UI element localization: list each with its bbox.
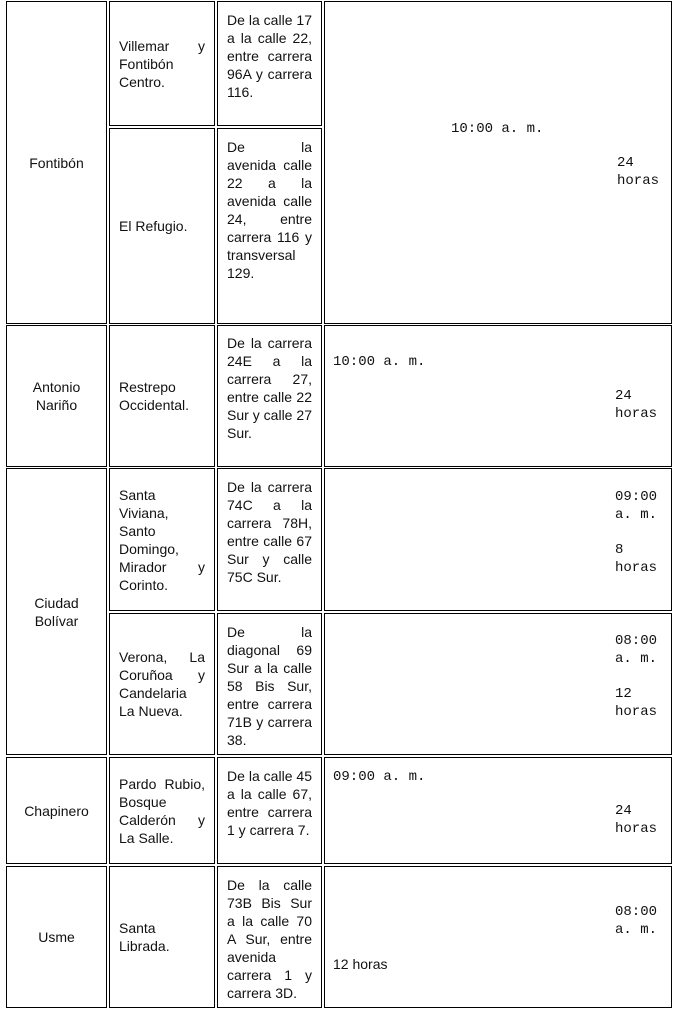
barrio-label: Verona, La Coruñoa y Candelaria La Nueva. [119,649,205,719]
barrio-label: Pardo Rubio, Bosque Calderón y La Salle. [119,775,205,846]
barrio-cell [109,1,215,126]
horario-cell [324,325,672,467]
localidad-label: Usme [38,929,75,945]
barrio-label: Restrepo Occidental. [119,379,190,413]
horario-cell [324,866,672,1008]
tramo-label: De la diagonal 69 Sur a la calle 58 Bis Sur, entre carrera 71B y carrera 38. [227,624,312,748]
tramo-cell [217,866,322,1008]
tramo-cell [217,468,322,611]
tramo-cell [217,128,322,324]
localidad-cell [6,1,107,324]
barrio-label: Santa Librada. [119,920,170,954]
duracion: 24 horas [615,803,658,837]
localidad-cell [6,866,107,1008]
tramo-label: De la avenida calle 22 a la avenida calle 24, entre carrera 116 y transversal 129. [227,139,312,281]
duracion: 24 horas [617,155,660,189]
localidad-label: Antonio Nariño [32,379,81,413]
duracion: 12 horas [333,956,388,972]
tramo-label: De la calle 73B Bis Sur a la calle 70 A Sur, entre avenida carrera 1 y carrera 3D. [227,877,312,1001]
tramo-cell [217,1,322,126]
localidad-cell [6,325,107,467]
hora-inicio: 08:00 a. m. [615,904,658,938]
barrio-cell [109,128,215,324]
tramo-label: De la carrera 24E a la carrera 27, entre calle 22 Sur y calle 27 Sur. [227,335,312,441]
tramo-cell [217,757,322,864]
barrio-label: Santa Viviana, Santo Domingo, Mirador y Corinto. [119,486,205,593]
hora-inicio: 10:00 a. m. [451,121,544,137]
localidad-cell [6,757,107,864]
barrio-cell [109,866,215,1008]
hora-inicio: 08:00 a. m. [615,633,658,667]
barrio-label: El Refugio. [119,218,188,234]
hora-inicio: 10:00 a. m. [333,354,426,370]
horario-cell [324,757,672,864]
horario-cell [324,1,672,324]
duracion: 12 horas [615,686,658,720]
duracion: 24 horas [615,388,658,422]
localidad-label: Ciudad Bolívar [34,594,79,629]
tramo-label: De la calle 17 a la calle 22, entre carrera 96A y carrera 116. [227,12,312,100]
tramo-label: De la calle 45 a la calle 67, entre carrera 1 y carrera 7. [227,768,312,838]
horario-cell [324,613,672,755]
tramo-cell [217,613,322,755]
barrio-cell [109,325,215,467]
localidad-label: Chapinero [24,802,89,819]
barrio-cell [109,757,215,864]
localidad-cell [6,468,107,755]
hora-inicio: 09:00 a. m. [615,489,658,523]
localidad-label: Fontibón [29,154,84,171]
tramo-cell [217,325,322,467]
horario-cell [324,468,672,611]
duracion: 8 horas [615,542,658,576]
hora-inicio: 09:00 a. m. [333,769,426,785]
barrio-cell [109,613,215,755]
barrio-label: Villemar y Fontibón Centro. [119,37,205,90]
barrio-cell [109,468,215,611]
tramo-label: De la carrera 74C a la carrera 78H, entre calle 67 Sur y calle 75C Sur. [227,479,312,585]
